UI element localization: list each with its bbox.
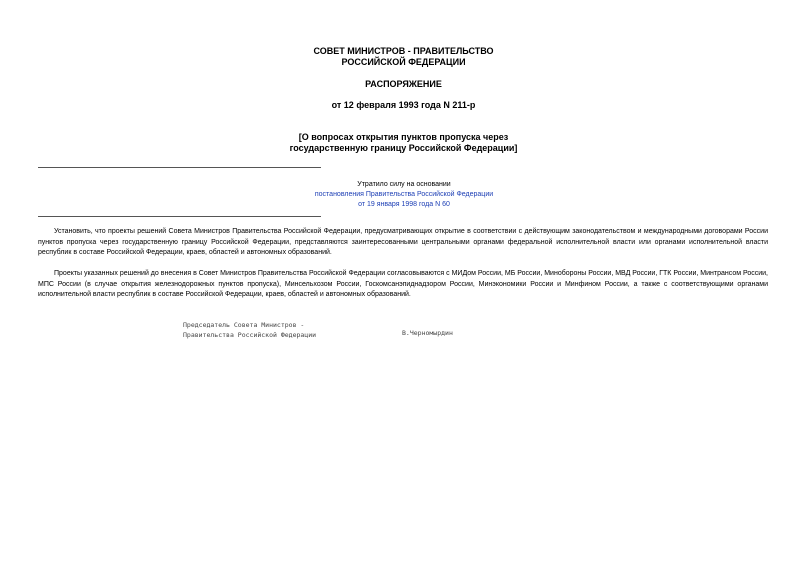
signatory-title-line-2: Правительства Российской Федерации <box>183 331 317 339</box>
lapse-decree-link[interactable] <box>238 190 570 210</box>
document-title <box>0 132 807 154</box>
signatory-name: В.Черномырдин <box>402 329 453 337</box>
document-type <box>0 79 807 90</box>
authority-line-1: СОВЕТ МИНИСТРОВ - ПРАВИТЕЛЬСТВО <box>313 46 494 56</box>
document-date-number <box>0 100 807 111</box>
title-line-2: государственную границу Российской Федерации] <box>289 143 518 153</box>
body-paragraph-2: Проекты указанных решений до внесения в Совет Министров Правительства Российской Федерации согласовываются с МИДом России, МБ России, Минобороны России, МВД России, ГТК России, Минтрансом России, МПС России (в случае открытия железнодорожных пунктов пропуска), Минсельхозом России, Госкомсанэпиднадзором России, Минэкономики России и Минфином России, а также с соответствующими органами исполнительной власти республик в составе Российской Федерации, краев, областей и автономных образований. <box>38 270 768 298</box>
signatory-title <box>183 320 316 340</box>
issuing-authority <box>0 46 807 68</box>
lapse-notice <box>238 180 570 210</box>
date-number-label: от 12 февраля 1993 года N 211-р <box>331 100 476 110</box>
title-line-1: [О вопросах открытия пунктов пропуска через <box>298 132 509 142</box>
body-paragraph-1: Установить, что проекты решений Совета Министров Правительства Российской Федерации, предусматривающих открытие в соответствии с действующим законодательством и международными договорами России пунктов пропуска через государственную границу Российской Федерации, представляются заинтересованными центральными органами федеральной исполнительной власти или органами исполнительной власти республик в составе Российской Федерации, краев, областей и автономных образований. <box>38 228 768 256</box>
bottom-divider <box>38 216 321 217</box>
signatory-title-line-1: Председатель Совета Министров - <box>183 321 305 329</box>
document-type-label: РАСПОРЯЖЕНИЕ <box>365 79 442 89</box>
lapse-link-line-1[interactable]: постановления Правительства Российской Федерации <box>314 191 494 198</box>
lapse-intro: Утратило силу на основании <box>357 181 451 188</box>
top-divider <box>38 167 321 168</box>
lapse-link-line-2[interactable]: от 19 января 1998 года N 60 <box>358 201 450 208</box>
authority-line-2: РОССИЙСКОЙ ФЕДЕРАЦИИ <box>341 57 466 67</box>
